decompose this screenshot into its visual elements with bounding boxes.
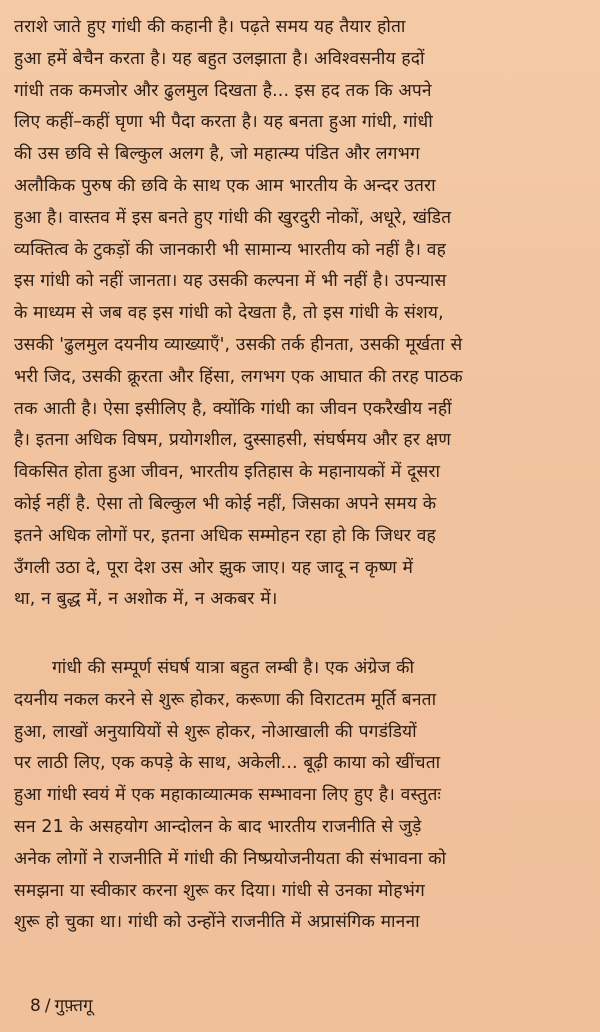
text-line: इस गांधी को नहीं जानता। यह उसकी कल्पना में भी नहीं है। उपन्यास	[14, 271, 447, 292]
page-number: 8	[30, 996, 41, 1016]
paragraph-1	[14, 12, 600, 616]
show-through-text	[30, 965, 590, 983]
text-line: व्यक्तित्व के टुकड़ों की जानकारी भी सामान्य भारतीय को नहीं है। वह	[14, 239, 446, 260]
text-line: हुआ हमें बेचैन करता है। यह बहुत उलझाता है। अविश्वसनीय हदों	[14, 48, 425, 69]
text-line: हुआ गांधी स्वयं में एक महाकाव्यात्मक सम्भावना लिए हुए है। वस्तुतः	[14, 785, 442, 806]
text-line: कोई नहीं है. ऐसा तो बिल्कुल भी कोई नहीं, जिसका अपने समय के	[14, 493, 437, 514]
text-line: अनेक लोगों ने राजनीति में गांधी की निष्प्रयोजनीयता की संभावना को	[14, 848, 447, 869]
text-line: सन 21 के असहयोग आन्दोलन के बाद भारतीय राजनीति से जुड़े	[14, 816, 422, 837]
text-line: गांधी तक कमजोर और ढुलमुल दिखता है... इस हद तक कि अपने	[14, 80, 432, 101]
text-line: विकसित होता हुआ जीवन, भारतीय इतिहास के महानायकों में दूसरा	[14, 462, 441, 483]
text-line: के माध्यम से जब वह इस गांधी को देखता है, तो इस गांधी के संशय,	[14, 303, 444, 324]
text-line: इतने अधिक लोगों पर, इतना अधिक सम्मोहन रहा हो कि जिधर वह	[14, 525, 436, 546]
text-line: उसकी 'ढुलमुल दयनीय व्याख्याएँ', उसकी तर्क हीनता, उसकी मूर्खता से	[14, 334, 463, 355]
show-through-text	[110, 995, 410, 1013]
text-line: पर लाठी लिए, एक कपड़े के साथ, अकेली... बूढ़ी काया को खींचता	[14, 753, 441, 774]
text-line: हुआ है। वास्तव में इस बनते हुए गांधी की खुरदुरी नोकों, अधूरे, खंडित	[14, 207, 452, 228]
text-line: था, न बुद्ध में, न अशोक में, न अकबर में।	[14, 589, 278, 610]
text-line: दयनीय नकल करने से शुरू होकर, करूणा की विराटतम मूर्ति बनता	[14, 689, 437, 710]
text-line: समझना या स्वीकार करना शुरू कर दिया। गांधी से उनका मोहभंग	[14, 880, 425, 901]
text-line: तराशे जाते हुए गांधी की कहानी है। पढ़ते समय यह तैयार होता	[14, 17, 406, 37]
text-line: की उस छवि से बिल्कुल अलग है, जो महात्म्य पंडित और लगभग	[14, 144, 420, 165]
text-line: भरी जिद, उसकी क्रूरता और हिंसा, लगभग एक आघात की तरह पाठक	[14, 366, 463, 387]
text-line: उँगली उठा दे, पूरा देश उस ओर झुक जाए। यह जादू न कृष्ण में	[14, 557, 414, 578]
text-line: अलौकिक पुरुष की छवि के साथ एक आम भारतीय के अन्दर उतरा	[14, 175, 436, 196]
text-line: शुरू हो चुका था। गांधी को उन्होंने राजनीति में अप्रासंगिक मानना	[14, 912, 420, 933]
text-line: है। इतना अधिक विषम, प्रयोगशील, दुस्साहसी, संघर्षमय और हर क्षण	[14, 430, 452, 451]
book-title: गुफ़्तगू	[54, 996, 93, 1016]
text-line: गांधी की सम्पूर्ण संघर्ष यात्रा बहुत लम्बी है। एक अंग्रेज की	[52, 658, 415, 678]
text-line: हुआ, लाखों अनुयायियों से शुरू होकर, नोआखाली की पगडंडियों	[14, 721, 417, 742]
page-footer	[30, 994, 93, 1018]
text-line: तक आती है। ऐसा इसीलिए है, क्योंकि गांधी का जीवन एकरैखीय नहीं	[14, 398, 452, 419]
show-through-text	[30, 622, 590, 640]
footer-separator: /	[44, 996, 51, 1016]
text-line: लिए कहीं–कहीं घृणा भी पैदा करता है। यह बनता हुआ गांधी, गांधी	[14, 112, 433, 133]
paragraph-2	[14, 653, 600, 939]
